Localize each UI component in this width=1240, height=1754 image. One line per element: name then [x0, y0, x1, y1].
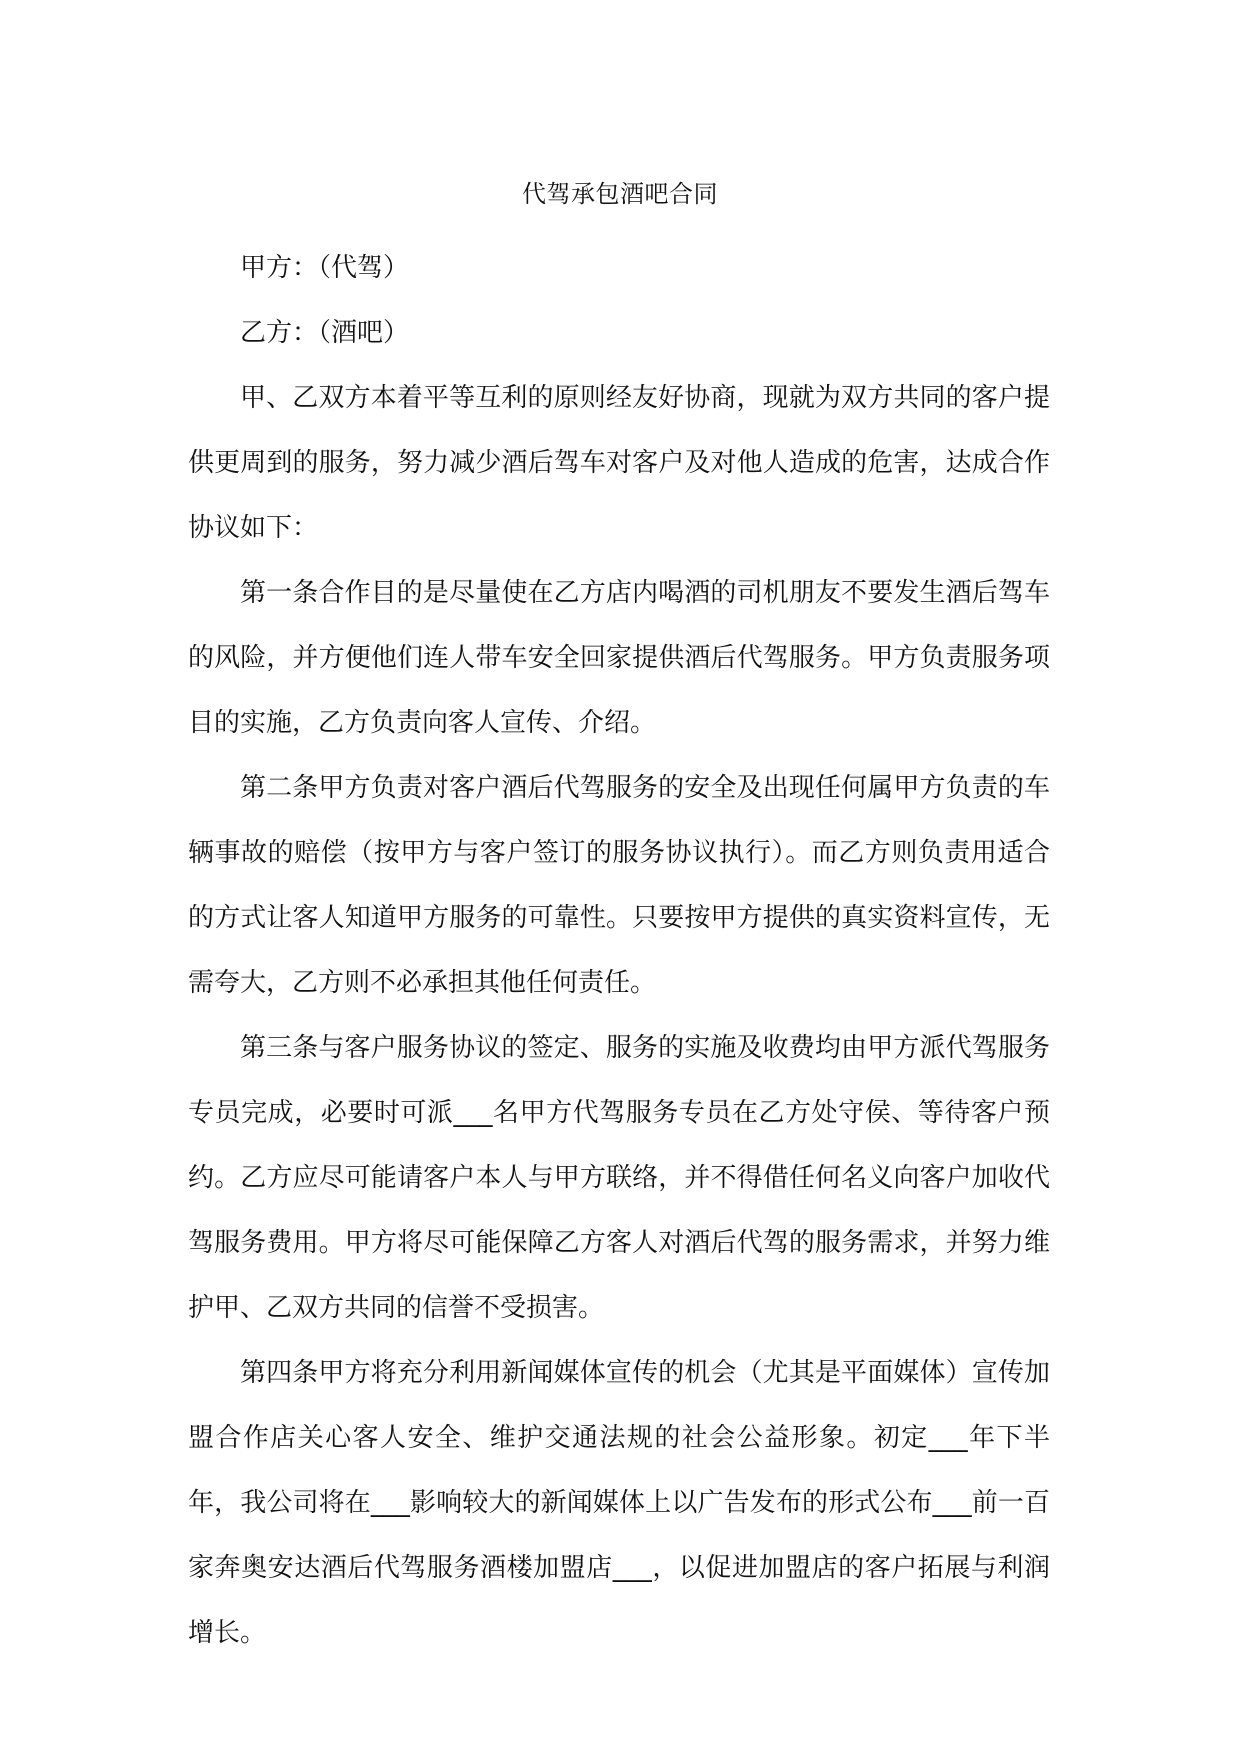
article-2-paragraph: 第二条甲方负责对客户酒后代驾服务的安全及出现任何属甲方负责的车辆事故的赔偿（按甲方与客户签订的服务协议执行）。而乙方则负责用适合的方式让客人知道甲方服务的可靠性。只要按甲方提供的真实资料宣传，无需夸大，乙方则不必承担其他任何责任。 [188, 773, 1050, 998]
preamble-paragraph: 甲、乙双方本着平等互利的原则经友好协商，现就为双方共同的客户提供更周到的服务，努力减少酒后驾车对客户及对他人造成的危害，达成合作协议如下： [188, 383, 1050, 543]
article-4-paragraph: 第四条甲方将充分利用新闻媒体宣传的机会（尤其是平面媒体）宣传加盟合作店关心客人安全、维护交通法规的社会公益形象。初定___年下半年，我公司将在___影响较大的新闻媒体上以广告发布的形式公布___前一百家奔奥安达酒后代驾服务酒楼加盟店___，以促进加盟店的客户拓展与利润增长。 [188, 1358, 1050, 1648]
party-b-line: 乙方：（酒吧） [240, 318, 410, 348]
document-body [188, 236, 1050, 1666]
document-title: 代驾承包酒吧合同 [522, 180, 718, 208]
party-a-line: 甲方：（代驾） [240, 253, 410, 283]
article-1-paragraph: 第一条合作目的是尽量使在乙方店内喝酒的司机朋友不要发生酒后驾车的风险，并方便他们连人带车安全回家提供酒后代驾服务。甲方负责服务项目的实施，乙方负责向客人宣传、介绍。 [188, 578, 1050, 738]
article-3-paragraph: 第三条与客户服务协议的签定、服务的实施及收费均由甲方派代驾服务专员完成，必要时可派___名甲方代驾服务专员在乙方处守侯、等待客户预约。乙方应尽可能请客户本人与甲方联络，并不得借任何名义向客户加收代驾服务费用。甲方将尽可能保障乙方客人对酒后代驾的服务需求，并努力维护甲、乙双方共同的信誉不受损害。 [188, 1033, 1050, 1323]
